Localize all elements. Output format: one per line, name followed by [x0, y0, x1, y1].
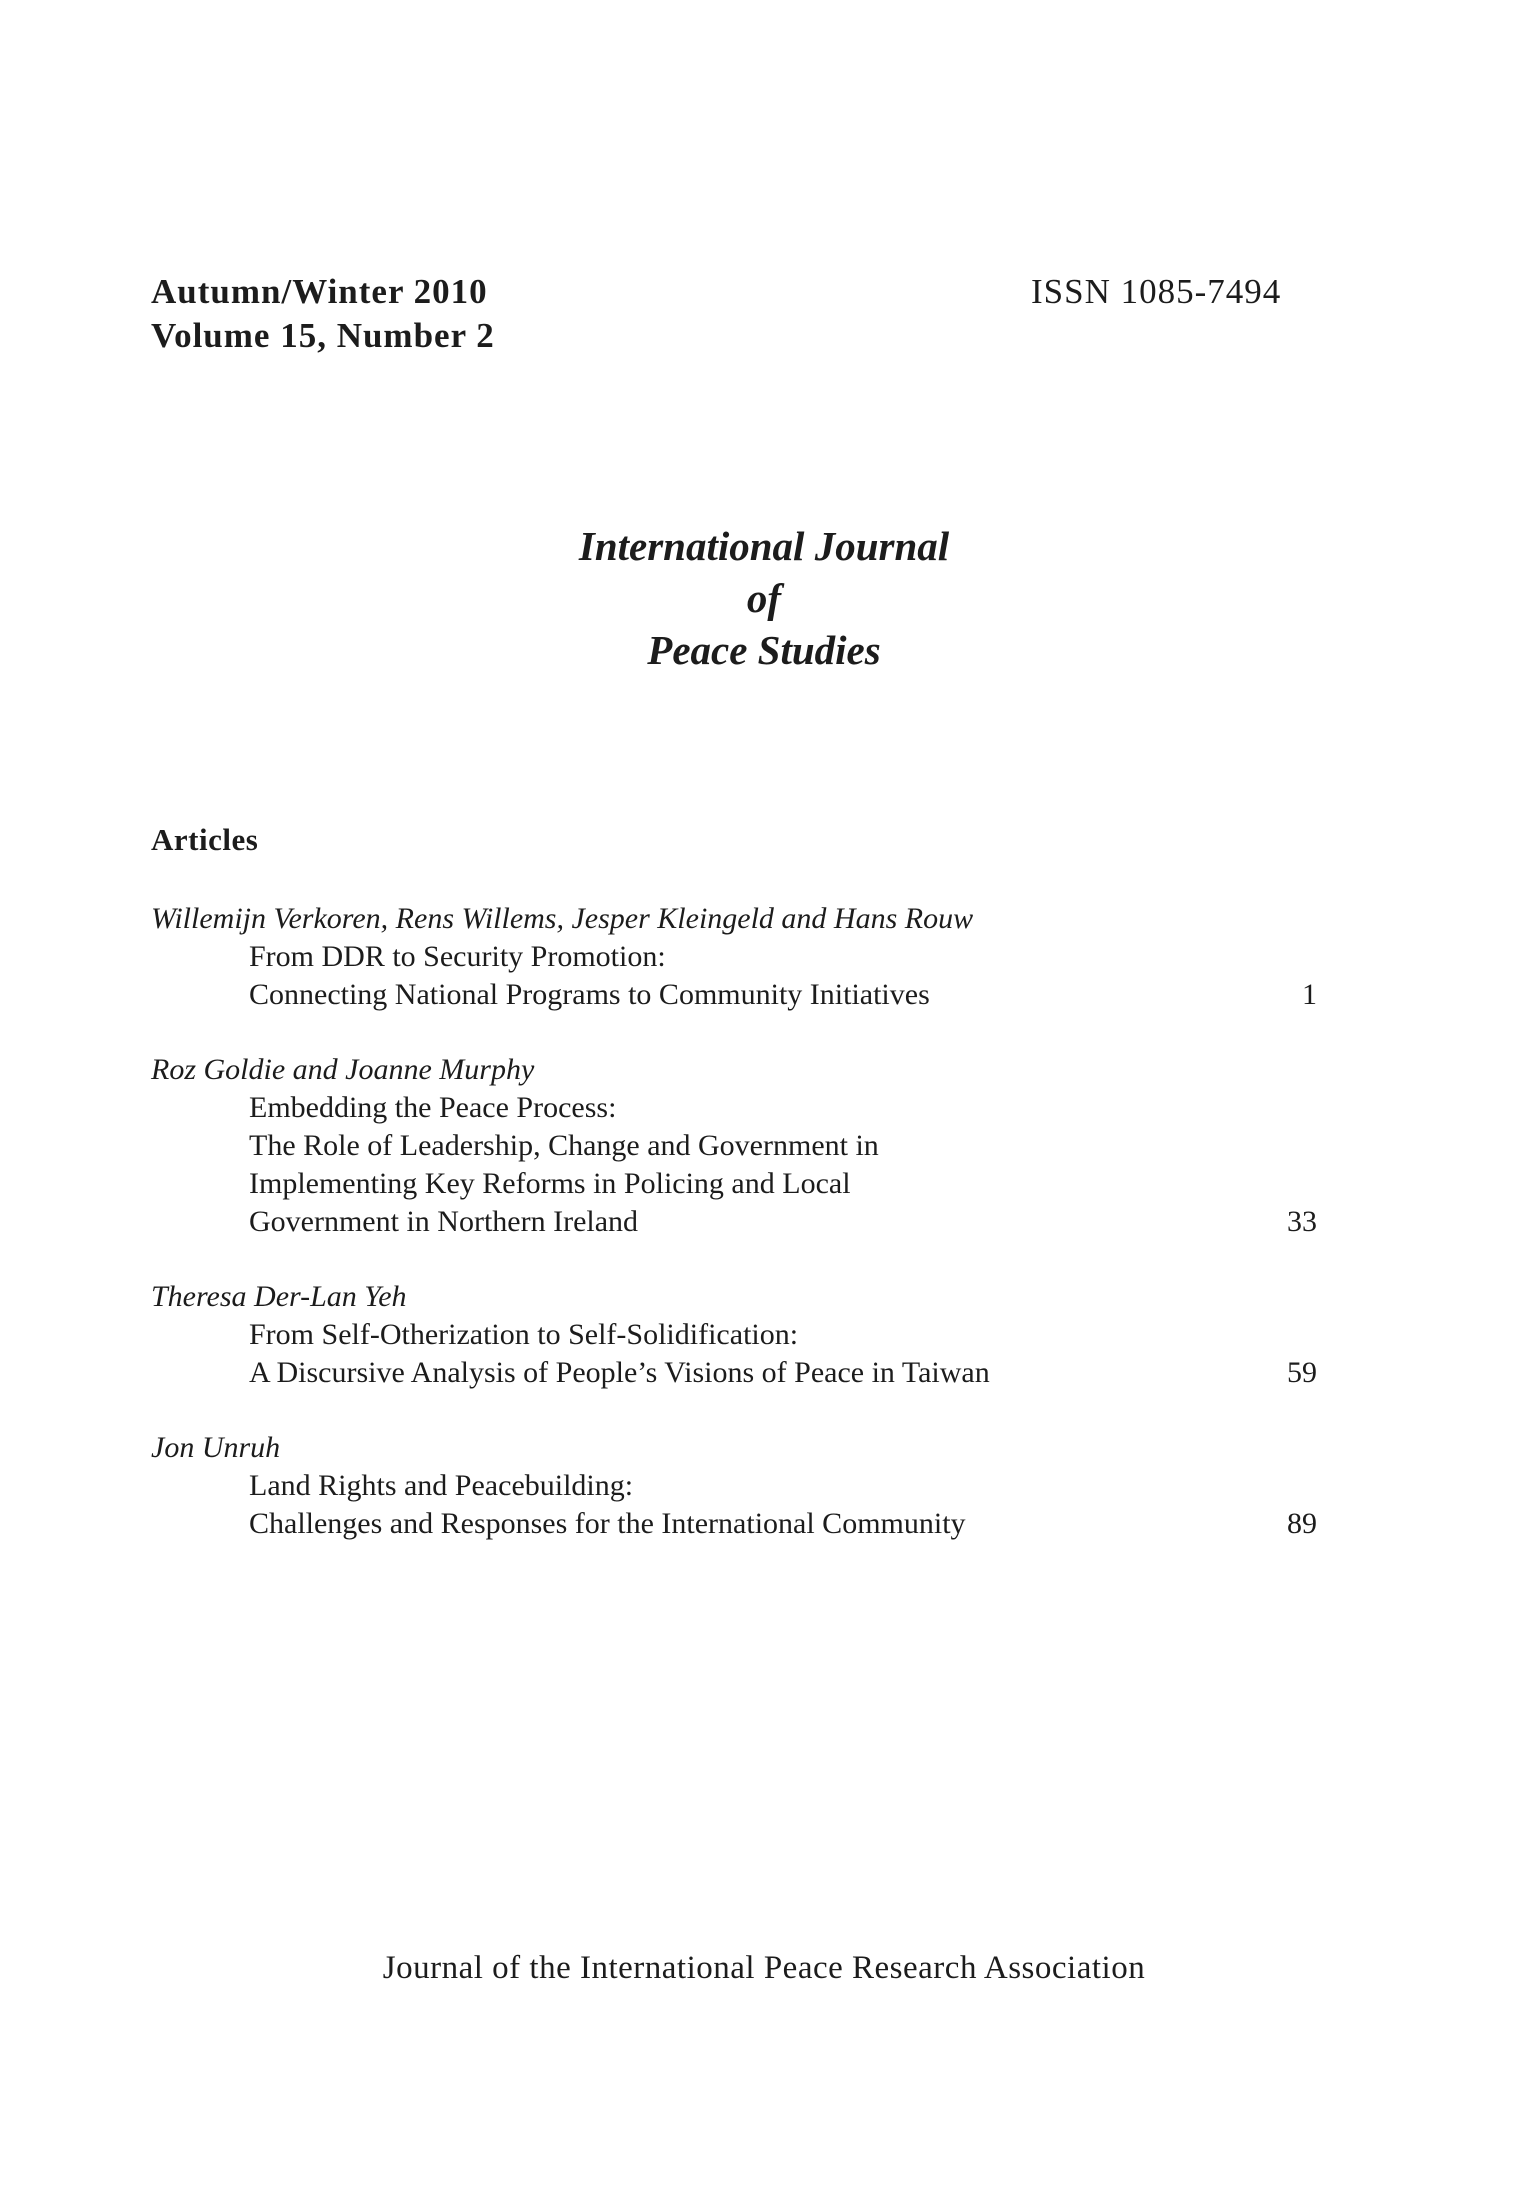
article-title-line: Challenges and Responses for the International Community: [249, 1507, 966, 1540]
article-authors: Willemijn Verkoren, Rens Willems, Jesper Kleingeld and Hans Rouw: [151, 902, 974, 935]
journal-title-line-2: of: [746, 575, 782, 621]
articles-heading: Articles: [151, 822, 259, 857]
article-title-line: A Discursive Analysis of People’s Visions of Peace in Taiwan: [249, 1356, 990, 1389]
article-page-number: 59: [1287, 1356, 1317, 1389]
issn: ISSN 1085-7494: [1031, 272, 1282, 311]
article-page-number: 1: [1302, 978, 1317, 1011]
article-authors: Jon Unruh: [151, 1431, 281, 1464]
journal-title: [0, 520, 1528, 676]
article-title-line: Government in Northern Ireland: [249, 1205, 639, 1238]
article-page-number: 33: [1287, 1205, 1317, 1238]
issue-volume: Volume 15, Number 2: [151, 316, 495, 355]
article-title-line: From DDR to Security Promotion:: [249, 940, 666, 973]
journal-footer: Journal of the International Peace Research Association: [382, 1950, 1146, 1986]
article-title-line: From Self-Otherization to Self-Solidification:: [249, 1318, 799, 1351]
journal-title-line-1: International Journal: [578, 523, 950, 569]
article-authors: Roz Goldie and Joanne Murphy: [151, 1053, 535, 1086]
article-title-line: Connecting National Programs to Community Initiatives: [249, 978, 930, 1011]
journal-title-line-3: Peace Studies: [647, 627, 881, 673]
article-title-line: The Role of Leadership, Change and Government in: [249, 1129, 879, 1162]
issue-season: Autumn/Winter 2010: [151, 272, 488, 311]
article-authors: Theresa Der-Lan Yeh: [151, 1280, 407, 1313]
article-title-line: Embedding the Peace Process:: [249, 1091, 617, 1124]
article-page-number: 89: [1287, 1507, 1317, 1540]
article-title-line: Implementing Key Reforms in Policing and Local: [249, 1167, 851, 1200]
article-title-line: Land Rights and Peacebuilding:: [249, 1469, 634, 1502]
